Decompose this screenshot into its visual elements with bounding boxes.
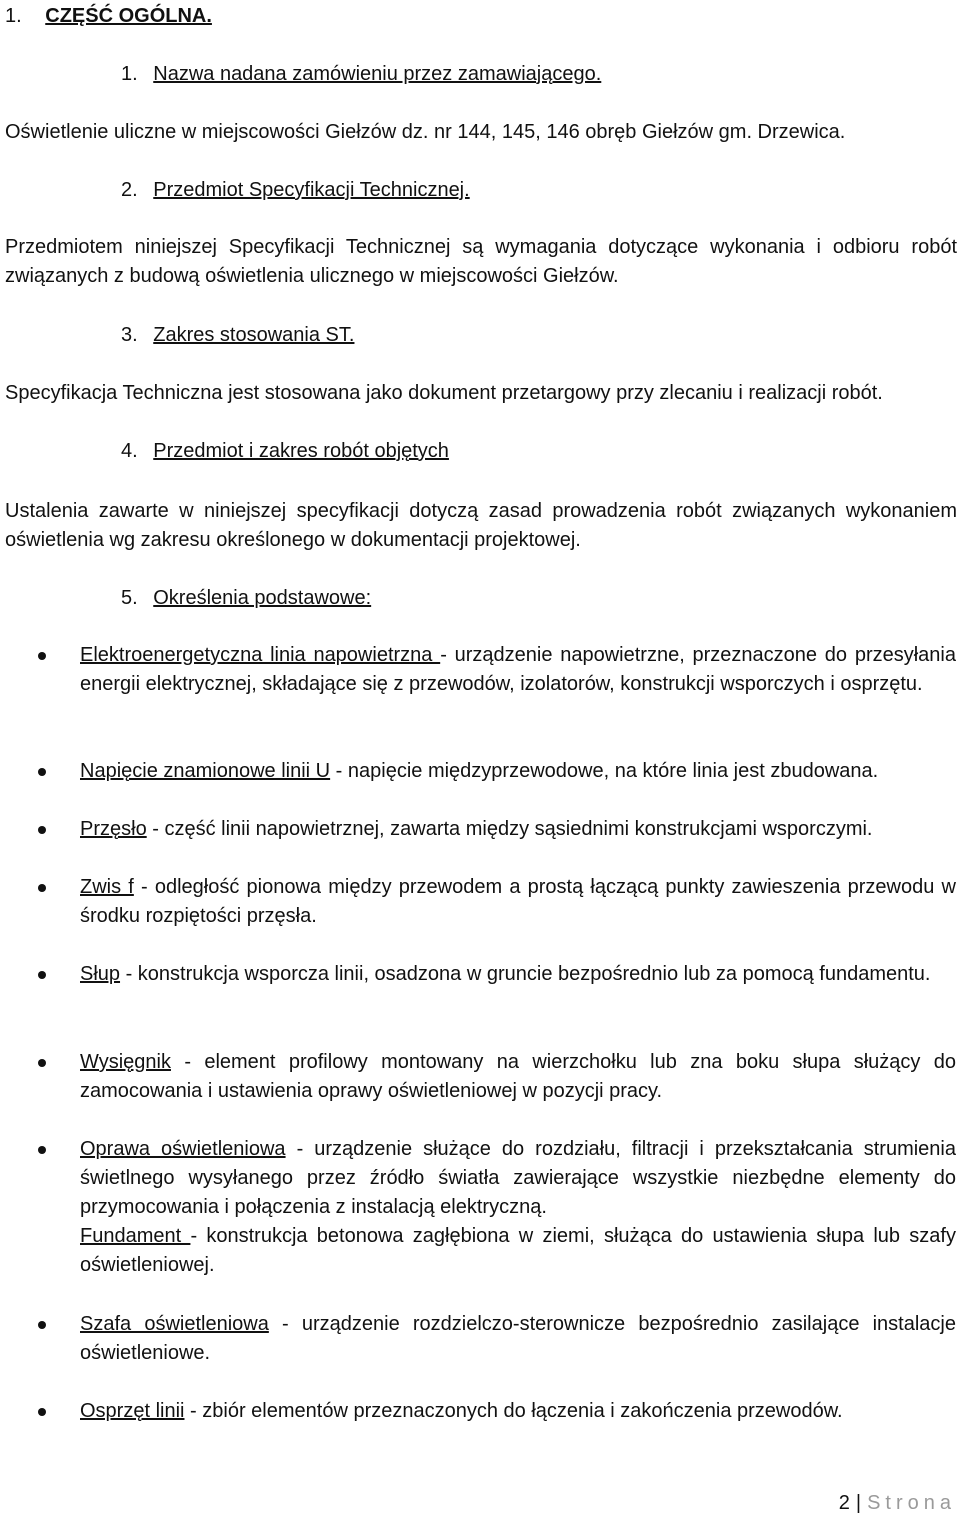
bullet-icon [38, 1059, 46, 1067]
definition-item [80, 757, 956, 786]
heading-4 [121, 436, 449, 466]
heading-5-title: Określenia podstawowe: [153, 587, 372, 609]
definition-item [80, 815, 956, 844]
paragraph-4: Ustalenia zawarte w niniejszej specyfikacji dotyczą zasad prowadzenia robót związanych wykonaniem oświetlenia wg zakresu określonego w dokumentacji projektowej. [5, 500, 957, 551]
definition-term: Wysięgnik [80, 1051, 171, 1073]
section-title: CZĘŚĆ OGÓLNA. [45, 5, 212, 27]
bullet-icon [38, 826, 46, 834]
definition-item [80, 1310, 956, 1368]
heading-3-number: 3. [121, 324, 138, 346]
bullet-icon [38, 1321, 46, 1329]
paragraph-3: Specyfikacja Techniczna jest stosowana jako dokument przetargowy przy zlecaniu i realizacji robót. [5, 382, 883, 404]
definition-item [80, 1048, 956, 1106]
definition-text: - element profilowy montowany na wierzchołku lub zna boku słupa służący do zamocowania i ustawienia oprawy oświetleniowej w pozycji pracy. [80, 1051, 956, 1102]
definition-term: Fundament [80, 1225, 191, 1247]
bullet-icon [38, 1146, 46, 1154]
bullet-icon [38, 971, 46, 979]
definition-item [80, 1397, 956, 1426]
definition-term: Oprawa oświetleniowa [80, 1138, 286, 1160]
definition-term: Słup [80, 963, 121, 985]
section-heading [5, 1, 212, 31]
heading-1-number: 1. [121, 63, 138, 85]
page-footer [839, 1488, 956, 1518]
footer-label: Strona [867, 1492, 956, 1514]
definition-item [80, 960, 956, 989]
section-number: 1. [5, 5, 22, 27]
heading-2 [121, 175, 470, 205]
definition-item [80, 641, 956, 699]
definition-text: - urządzenie rozdzielczo-sterownicze bezpośrednio zasilające instalacje oświetleniowe. [80, 1313, 956, 1364]
definition-term: Przęsło [80, 818, 147, 840]
definition-term: Zwis f [80, 876, 134, 898]
bullet-icon [38, 884, 46, 892]
bullet-icon [38, 652, 46, 660]
definition-term: Elektroenergetyczna linia napowietrzna [80, 644, 441, 666]
definition-text: - zbiór elementów przeznaczonych do łączenia i zakończenia przewodów. [184, 1400, 843, 1422]
paragraph-2: Przedmiotem niniejszej Specyfikacji Technicznej są wymagania dotyczące wykonania i odbioru robót związanych z budową oświetlenia ulicznego w miejscowości Giełzów. [5, 236, 957, 287]
page-number: 2 [838, 1492, 850, 1514]
definition-term: Napięcie znamionowe linii U [80, 760, 331, 782]
heading-3 [121, 320, 354, 350]
heading-5 [121, 583, 371, 613]
heading-3-title: Zakres stosowania ST. [153, 324, 355, 346]
definition-text: - konstrukcja wsporcza linii, osadzona w gruncie bezpośrednio lub za pomocą fundamentu. [120, 963, 931, 985]
heading-4-title: Przedmiot i zakres robót objętych [153, 440, 449, 462]
definition-text: - urządzenie napowietrzne, przeznaczone do przesyłania energii elektrycznej, składające się z przewodów, izolatorów, konstrukcji wsporczych i osprzętu. [80, 644, 956, 695]
paragraph-1: Oświetlenie uliczne w miejscowości Giełzów dz. nr 144, 145, 146 obręb Giełzów gm. Drzewica. [5, 121, 846, 143]
bullet-icon [38, 768, 46, 776]
definition-term: Szafa oświetleniowa [80, 1313, 269, 1335]
definition-item [80, 873, 956, 931]
heading-4-number: 4. [121, 440, 138, 462]
heading-2-title: Przedmiot Specyfikacji Technicznej. [153, 179, 470, 201]
definition-text: - napięcie międzyprzewodowe, na które linia jest zbudowana. [330, 760, 879, 782]
definition-item [80, 1222, 956, 1280]
definition-item [80, 1135, 956, 1222]
footer-separator: | [855, 1492, 862, 1514]
definition-text: - część linii napowietrznej, zawarta między sąsiednimi konstrukcjami wsporczymi. [146, 818, 873, 840]
definition-text: - odległość pionowa między przewodem a prostą łączącą punkty zawieszenia przewodu w środku rozpiętości przęsła. [80, 876, 956, 927]
definition-text: - urządzenie służące do rozdziału, filtracji i przekształcania strumienia świetlnego wysyłanego przez źródło światła zawierające wszystkie niezbędne elementy do przymocowania i połączenia z instalacją elektryczną. [80, 1138, 956, 1218]
heading-5-number: 5. [121, 587, 138, 609]
heading-1 [121, 59, 601, 89]
definition-term: Osprzęt linii [80, 1400, 185, 1422]
definition-text: - konstrukcja betonowa zagłębiona w ziemi, służąca do ustawienia słupa lub szafy oświetleniowej. [80, 1225, 956, 1276]
heading-1-title: Nazwa nadana zamówieniu przez zamawiającego. [153, 63, 602, 85]
heading-2-number: 2. [121, 179, 138, 201]
bullet-icon [38, 1408, 46, 1416]
